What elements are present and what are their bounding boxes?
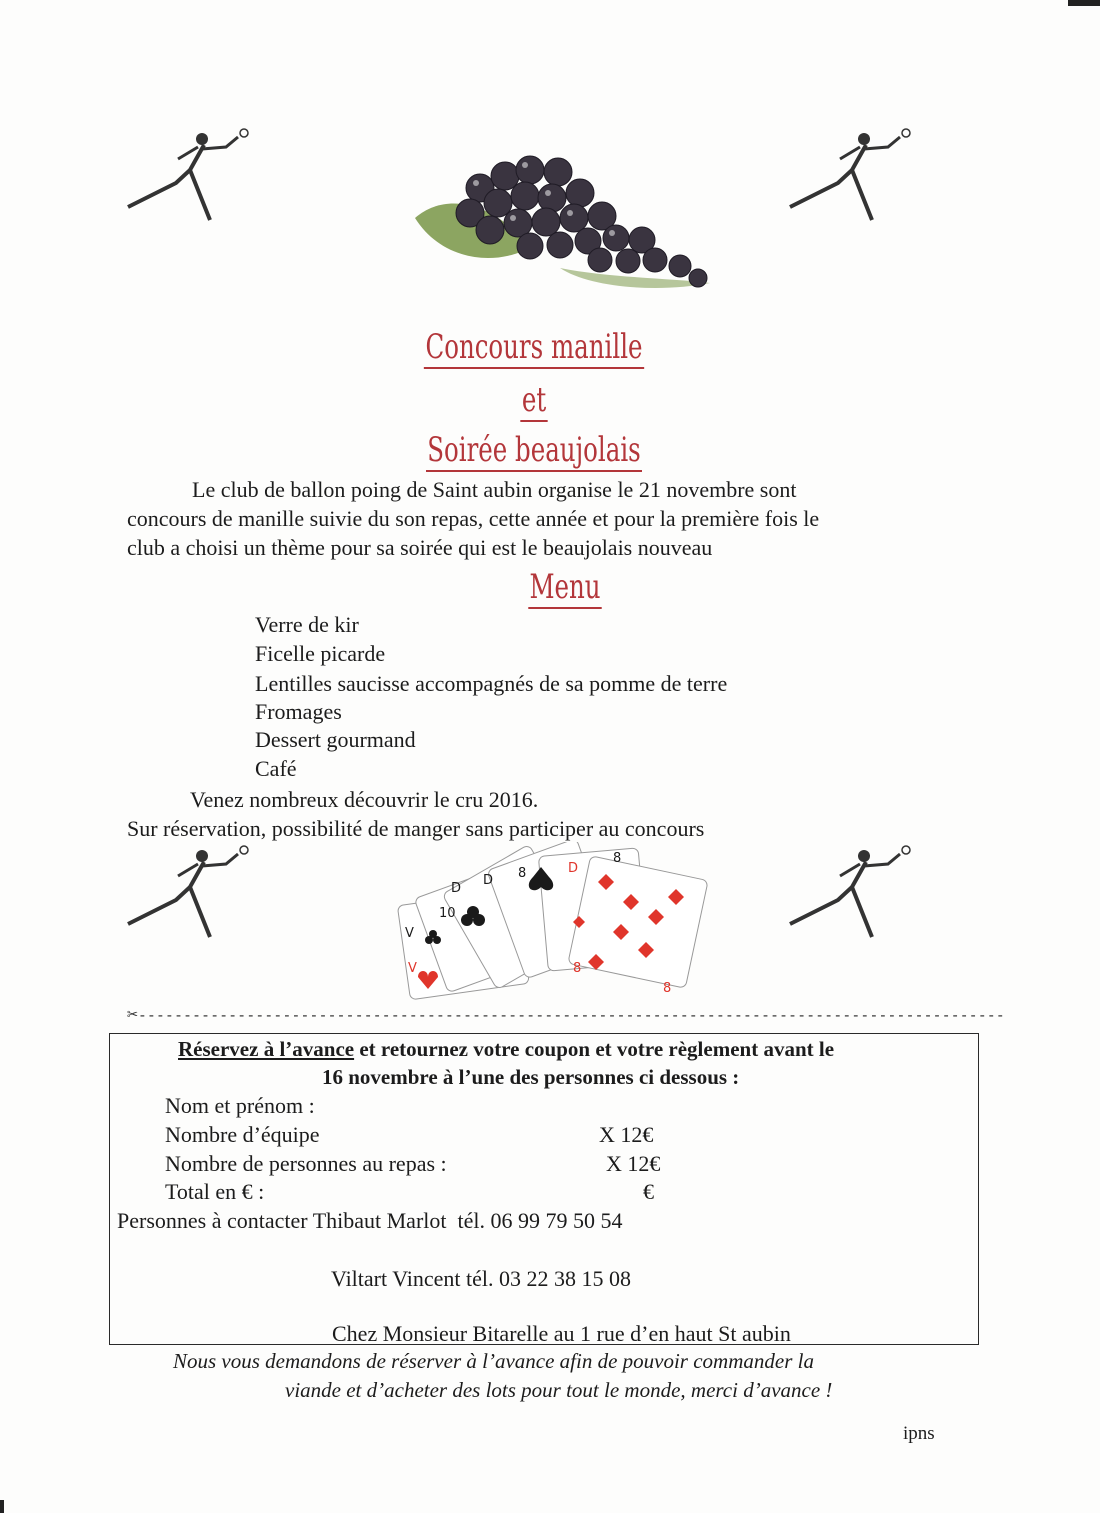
note-line-1: Nous vous demandons de réserver à l’avance afin de pouvoir commander la xyxy=(173,1349,814,1373)
note-line-2: viande et d’acheter des lots pour tout le monde, merci d’avance ! xyxy=(285,1378,833,1402)
menu-item: Verre de kir xyxy=(255,612,359,637)
ballon-poing-player-icon xyxy=(118,842,258,942)
card-label: D xyxy=(568,861,579,876)
scan-mark xyxy=(1068,0,1100,6)
field-equipe: Nombre d’équipe xyxy=(165,1122,320,1147)
ballon-poing-player-icon xyxy=(780,125,920,225)
total-unit: € xyxy=(643,1179,654,1204)
card-label: V xyxy=(408,961,417,976)
contact-1: Personnes à contacter Thibaut Marlot tél. 06 99 79 50 54 xyxy=(117,1208,623,1233)
card-label: 8 xyxy=(518,866,527,881)
intro-line-2: concours de manille suivie du son repas, cette année et pour la première fois le xyxy=(127,506,820,531)
menu-item: Lentilles saucisse accompagnés de sa pomme de terre xyxy=(255,671,728,696)
card-label: D xyxy=(451,881,462,896)
coupon-heading-rest: et retournez votre coupon et votre règlement avant le xyxy=(354,1037,835,1061)
contact-2: Viltart Vincent tél. 03 22 38 15 08 xyxy=(331,1266,632,1291)
scan-mark xyxy=(0,1500,4,1513)
card-label: 8 xyxy=(613,851,622,866)
contact-3: Chez Monsieur Bitarelle au 1 rue d’en haut St aubin xyxy=(332,1321,791,1346)
field-total: Total en € : xyxy=(165,1179,265,1204)
coupon-heading-underlined: Réservez à l’avance xyxy=(178,1037,355,1061)
card-label: 10 xyxy=(439,906,456,921)
cut-line xyxy=(127,1004,1005,1025)
outro-line-2: Sur réservation, possibilité de manger sans participer au concours xyxy=(127,816,705,841)
menu-item: Ficelle picarde xyxy=(255,641,386,666)
footer-ipns: ipns xyxy=(903,1423,935,1444)
title-line-1: Concours manille xyxy=(425,327,643,367)
title-line-2: et xyxy=(521,380,547,420)
playing-cards-fan-icon xyxy=(383,842,733,1002)
menu-item: Café xyxy=(255,756,297,781)
outro-line-1: Venez nombreux découvrir le cru 2016. xyxy=(190,787,539,812)
equipe-price: X 12€ xyxy=(599,1122,654,1147)
menu-heading: Menu xyxy=(529,567,601,607)
coupon-heading-line-2: 16 novembre à l’une des personnes ci dessous : xyxy=(322,1065,740,1089)
grape-bunch-icon xyxy=(410,148,715,293)
menu-item: Dessert gourmand xyxy=(255,727,416,752)
menu-item: Fromages xyxy=(255,699,342,724)
repas-price: X 12€ xyxy=(606,1151,661,1176)
card-label: V xyxy=(405,926,414,941)
ballon-poing-player-icon xyxy=(780,842,920,942)
coupon-heading xyxy=(178,1037,834,1062)
card-label: 8 xyxy=(663,981,672,996)
scissors-icon: ✂ xyxy=(127,1004,138,1025)
title-line-3: Soirée beaujolais xyxy=(427,430,641,470)
field-repas: Nombre de personnes au repas : xyxy=(165,1151,447,1176)
card-label: 8 xyxy=(573,961,582,976)
cut-dashes: ------------------------------------------------------------------------------------------------ xyxy=(137,1006,1005,1024)
intro-line-3: club a choisi un thème pour sa soirée qui est le beaujolais nouveau xyxy=(127,535,713,560)
field-nom: Nom et prénom : xyxy=(165,1093,315,1118)
intro-line-1: Le club de ballon poing de Saint aubin organise le 21 novembre sont xyxy=(192,477,797,502)
ballon-poing-player-icon xyxy=(118,125,258,225)
card-label: D xyxy=(483,873,494,888)
